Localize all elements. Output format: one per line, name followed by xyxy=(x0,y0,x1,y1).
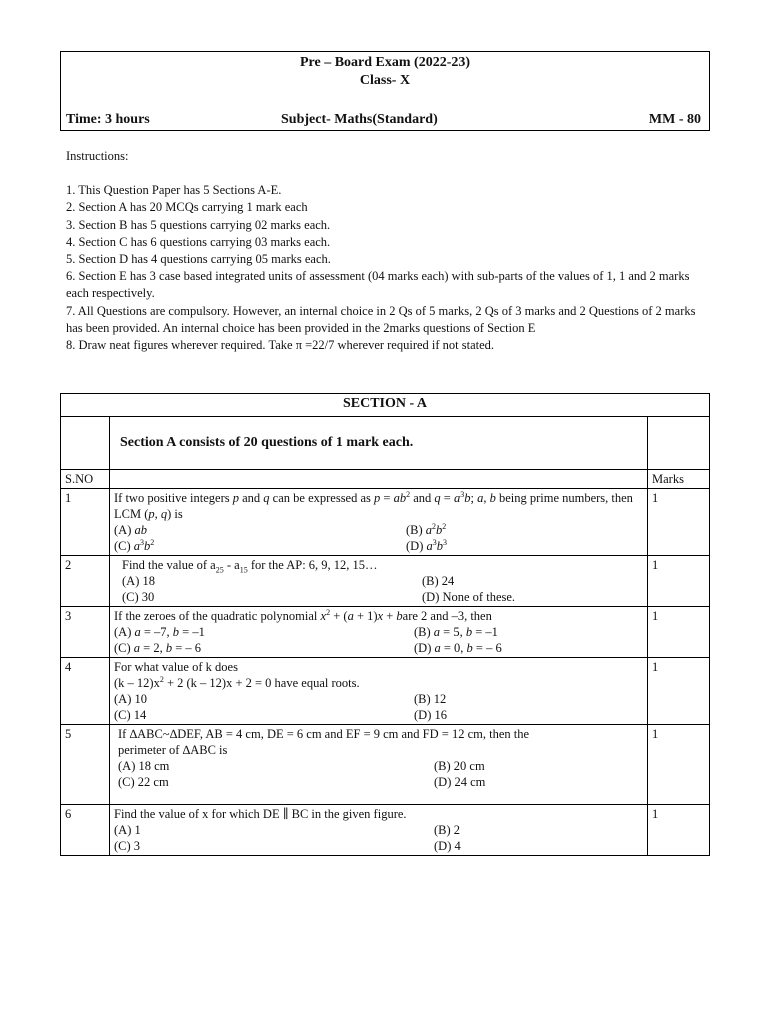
question-marks: 1 xyxy=(648,607,710,658)
instruction-item: 7. All Questions are compulsory. However, an internal choice in 2 Qs of 5 marks, 2 Qs of 3 marks and 2 Questions of 2 marks has been provided. An internal choice has been provided in the 2marks questions of Section E xyxy=(66,303,696,335)
option: (B) 12 xyxy=(414,692,447,706)
option: (B) 24 xyxy=(422,574,455,588)
question-body: If the zeroes of the quadratic polynomial $x^2 + (a + 1)x$ + bare 2 and –3, then (A) a = –7, b = –1 (B) a = 5, b = –1 (C) a = 2, b = – 6 (D) a = 0, b = – 6 xyxy=(110,607,648,658)
instruction-item: 4. Section C has 6 questions carrying 03 marks each. xyxy=(66,234,331,249)
option: (A) 10 xyxy=(114,692,147,706)
question-number: 6 xyxy=(61,805,110,856)
exam-title: Pre – Board Exam (2022-23) xyxy=(299,55,471,70)
option: (A) 18 cm xyxy=(118,759,170,773)
option: (C) 3 xyxy=(114,839,141,853)
option: (C) 14 xyxy=(114,708,147,722)
exam-time: Time: 3 hours xyxy=(66,112,150,127)
option: (D) None of these. xyxy=(422,590,516,604)
section-title: SECTION - A xyxy=(61,394,710,417)
question-number: 5 xyxy=(61,725,110,805)
table-row xyxy=(61,725,710,805)
question-body: If ∆ABC~∆DEF, AB = 4 cm, DE = 6 cm and EF = 9 cm and FD = 12 cm, then the perimeter of ∆ABC is (A) 18 cm (B) 20 cm (C) 22 cm (D) 24 cm xyxy=(110,725,648,805)
question-body: Find the value of $a_{25} - a_{15}$ for the AP: 6, 9, 12, 15… (A) 18 (B) 24 (C) 30 (D) None of these. xyxy=(110,556,648,607)
exam-subject: Subject- Maths(Standard) xyxy=(281,112,438,127)
question-text: Find the value of x for which DE ∥ BC in the given figure. xyxy=(114,807,407,821)
question-text: perimeter of ∆ABC is xyxy=(118,743,228,757)
question-text: For what value of k does xyxy=(114,660,238,674)
option: (C) 22 cm xyxy=(118,775,169,789)
question-marks: 1 xyxy=(648,805,710,856)
table-row xyxy=(61,805,710,856)
question-number: 3 xyxy=(61,607,110,658)
question-body: For what value of k does $(k - 12)x^2 + 2$ (k – 12)x + 2 = 0 have equal roots. (A) 10 (B) 12 (C) 14 (D) 16 xyxy=(110,658,648,725)
question-number: 2 xyxy=(61,556,110,607)
question-marks: 1 xyxy=(648,725,710,805)
col-header-marks: Marks xyxy=(648,470,710,489)
instruction-item: 5. Section D has 4 questions carrying 05 marks each. xyxy=(66,252,331,267)
option: (B) 20 cm xyxy=(434,759,485,773)
option: (D) 16 xyxy=(414,708,447,722)
option: (D) 24 cm xyxy=(434,775,486,789)
exam-class: Class- X xyxy=(359,73,411,88)
question-number: 1 xyxy=(61,489,110,556)
exam-max-marks: MM - 80 xyxy=(648,112,701,127)
section-intro: Section A consists of 20 questions of 1 mark each. xyxy=(110,417,648,470)
option: (B) 2 xyxy=(434,823,461,837)
instruction-item: 2. Section A has 20 MCQs carrying 1 mark each xyxy=(66,200,308,215)
table-row xyxy=(61,489,710,556)
option: (A) 18 xyxy=(122,574,155,588)
option: (C) 30 xyxy=(122,590,155,604)
instruction-item: 3. Section B has 5 questions carrying 02 marks each. xyxy=(66,217,331,232)
table-row xyxy=(61,607,710,658)
question-marks: 1 xyxy=(648,556,710,607)
question-body xyxy=(110,805,648,856)
question-body: If two positive integers p and q can be expressed as $p = ab^2$ and $q = a^3b$; a, b being prime numbers, then LCM (p, q) is (A) ab (B) $a^2b^2$ (C) $a^3b^2$ (D) $a^3b^3$ xyxy=(110,489,648,556)
question-marks: 1 xyxy=(648,489,710,556)
option: (D) 4 xyxy=(434,839,461,853)
col-header-sno: S.NO xyxy=(61,470,110,489)
table-row xyxy=(61,556,710,607)
instruction-item: 6. Section E has 3 case based integrated units of assessment (04 marks each) with sub-parts of the values of 1, 1 and 2 marks each respectively. xyxy=(66,269,690,301)
instruction-item: 8. Draw neat figures wherever required. Take π =22/7 wherever required if not stated. xyxy=(66,338,495,353)
instruction-item: 1. This Question Paper has 5 Sections A-E. xyxy=(66,183,282,198)
question-number: 4 xyxy=(61,658,110,725)
table-row xyxy=(61,658,710,725)
exam-header xyxy=(60,51,710,131)
instructions-heading: Instructions: xyxy=(66,149,129,163)
instructions xyxy=(66,148,706,354)
question-marks: 1 xyxy=(648,658,710,725)
section-a-table xyxy=(60,393,710,856)
option: (A) 1 xyxy=(114,823,141,837)
